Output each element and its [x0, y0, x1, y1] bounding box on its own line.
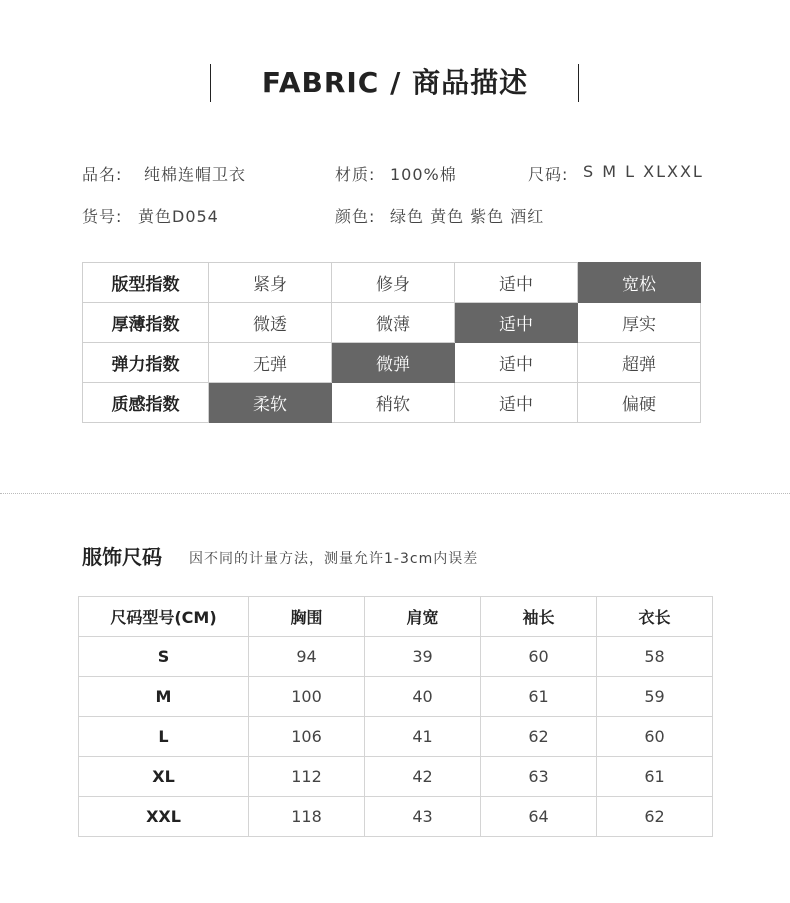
size-cell: 40: [365, 677, 481, 717]
index-option-selected: 柔软: [209, 383, 332, 423]
index-option: 稍软: [332, 383, 455, 423]
index-row-fit: [83, 263, 701, 303]
index-row-label: 质感指数: [83, 383, 209, 423]
name-label: 品名:: [82, 165, 123, 184]
table-row: [79, 677, 713, 717]
index-row-label: 弹力指数: [83, 343, 209, 383]
index-option: 适中: [455, 263, 578, 303]
size-cell: 61: [481, 677, 597, 717]
size-cell: 60: [597, 717, 713, 757]
size-cell: 41: [365, 717, 481, 757]
size-cell: 58: [597, 637, 713, 677]
size-cell: 43: [365, 797, 481, 837]
size-header-cell: 胸围: [249, 597, 365, 637]
size-cell: L: [79, 717, 249, 757]
size-cell: 42: [365, 757, 481, 797]
color-label: 颜色:: [335, 207, 376, 226]
sku-value: 黄色D054: [138, 207, 219, 226]
size-section-title: 服饰尺码: [82, 545, 162, 569]
index-option: 修身: [332, 263, 455, 303]
index-row-texture: [83, 383, 701, 423]
size-cell: 106: [249, 717, 365, 757]
size-header-cell: 尺码型号(CM): [79, 597, 249, 637]
size-cell: 39: [365, 637, 481, 677]
index-option: 厚实: [578, 303, 701, 343]
index-option-selected: 宽松: [578, 263, 701, 303]
index-row-label: 厚薄指数: [83, 303, 209, 343]
fit-index-table: [82, 262, 701, 423]
size-cell: 61: [597, 757, 713, 797]
size-cell: 62: [597, 797, 713, 837]
size-cell: 64: [481, 797, 597, 837]
table-row: [79, 637, 713, 677]
table-row: [79, 797, 713, 837]
size-cell: 118: [249, 797, 365, 837]
index-row-elasticity: [83, 343, 701, 383]
table-row: [79, 757, 713, 797]
index-row-label: 版型指数: [83, 263, 209, 303]
index-option: 偏硬: [578, 383, 701, 423]
index-option: 适中: [455, 343, 578, 383]
name-value: 纯棉连帽卫衣: [144, 165, 247, 184]
size-cell: XXL: [79, 797, 249, 837]
material-label: 材质:: [335, 165, 376, 184]
size-cell: M: [79, 677, 249, 717]
size-value: S M L XLXXL: [583, 162, 704, 181]
size-cell: 60: [481, 637, 597, 677]
sku-label: 货号:: [82, 207, 123, 226]
index-option: 适中: [455, 383, 578, 423]
index-option: 微薄: [332, 303, 455, 343]
index-option: 无弹: [209, 343, 332, 383]
size-header-cell: 衣长: [597, 597, 713, 637]
index-option: 微透: [209, 303, 332, 343]
section-divider: [0, 493, 790, 494]
size-cell: 112: [249, 757, 365, 797]
size-cell: S: [79, 637, 249, 677]
header-right-bar: [578, 64, 579, 102]
size-cell: 59: [597, 677, 713, 717]
index-row-thickness: [83, 303, 701, 343]
size-cell: 94: [249, 637, 365, 677]
page-title: FABRIC / 商品描述: [261, 66, 529, 99]
table-row: [79, 717, 713, 757]
index-option-selected: 微弹: [332, 343, 455, 383]
header-left-bar: [210, 64, 211, 102]
color-value: 绿色 黄色 紫色 酒红: [390, 207, 545, 226]
size-section-note: 因不同的计量方法，测量允许1-3cm内误差: [189, 551, 479, 567]
size-cell: 100: [249, 677, 365, 717]
size-chart-header-row: [79, 597, 713, 637]
size-chart-table: [78, 596, 713, 837]
size-cell: 63: [481, 757, 597, 797]
size-header-cell: 肩宽: [365, 597, 481, 637]
size-label: 尺码:: [528, 165, 569, 184]
size-header-cell: 袖长: [481, 597, 597, 637]
material-value: 100%棉: [390, 165, 457, 184]
index-option: 超弹: [578, 343, 701, 383]
index-option: 紧身: [209, 263, 332, 303]
size-cell: XL: [79, 757, 249, 797]
size-cell: 62: [481, 717, 597, 757]
index-option-selected: 适中: [455, 303, 578, 343]
